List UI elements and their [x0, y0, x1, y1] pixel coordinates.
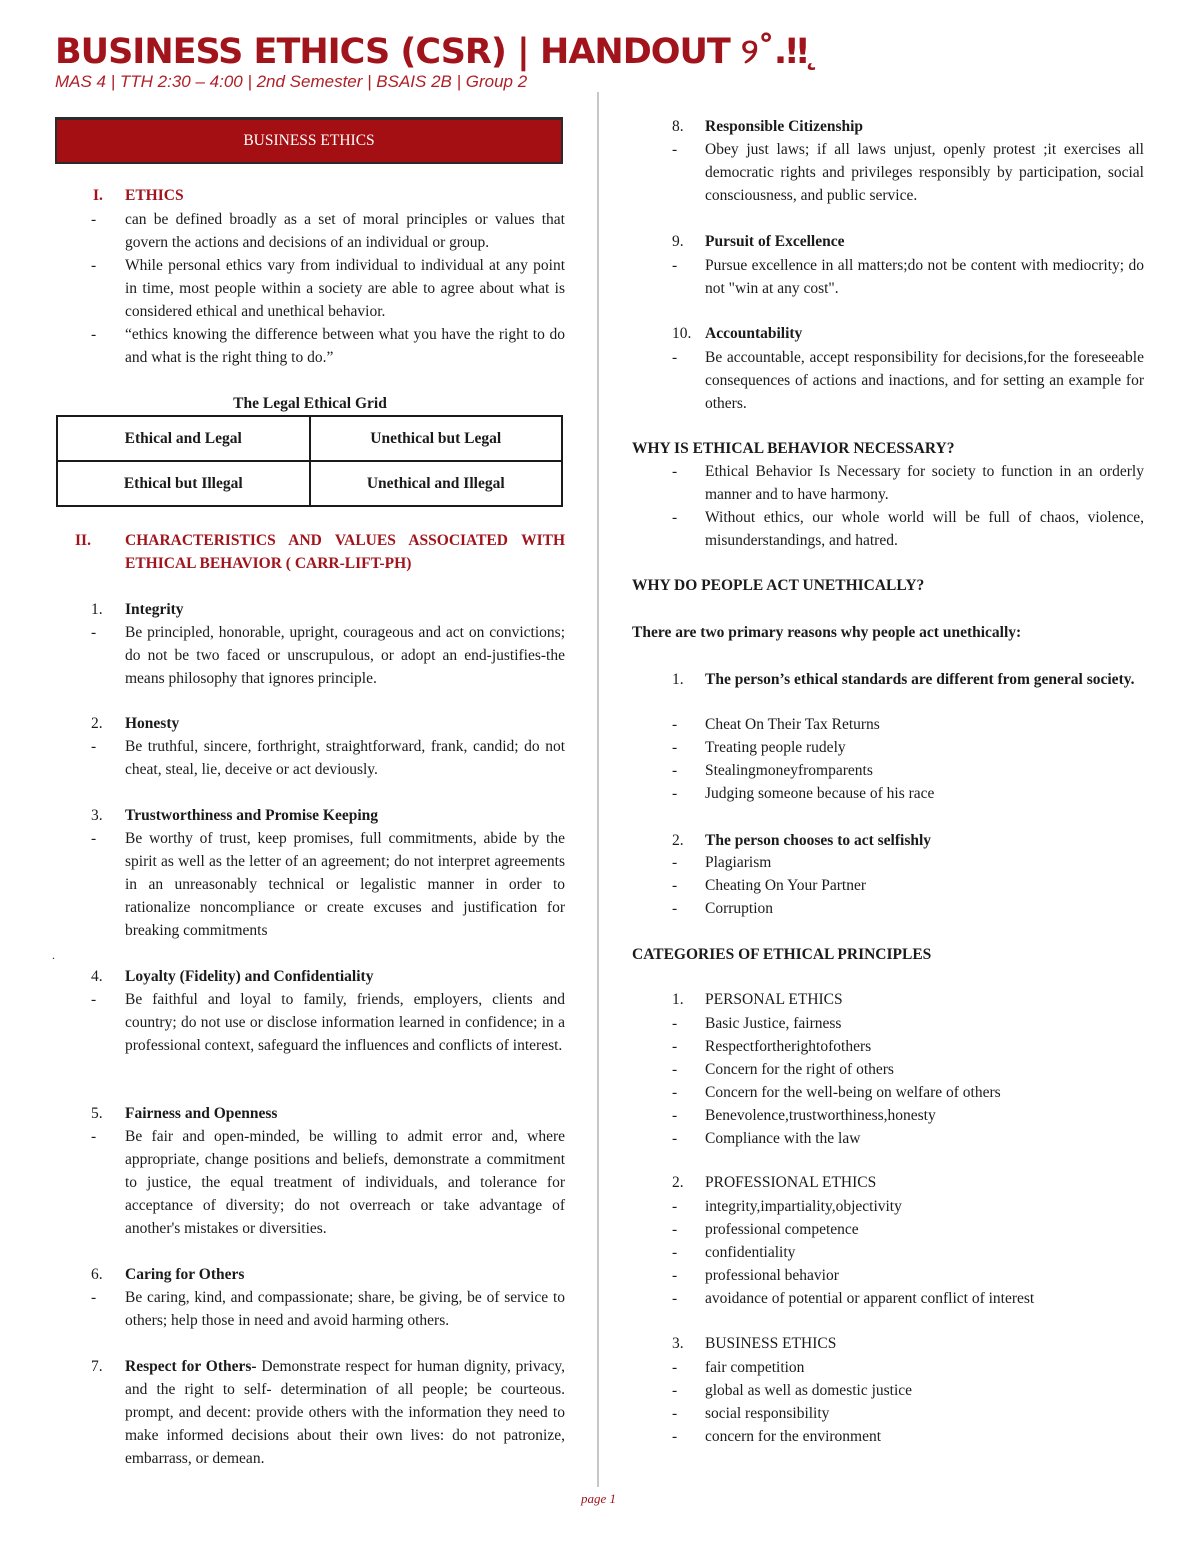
stray-mark: .: [52, 948, 55, 962]
reason-1-bullets: [632, 713, 1144, 805]
list-item: - Concern for the right of others: [672, 1061, 894, 1078]
list-item: - Respectfortherightofothers: [672, 1038, 872, 1055]
list-item: - avoidance of potential or apparent conflict of interest: [672, 1290, 1035, 1307]
list-item: - confidentiality: [672, 1244, 796, 1261]
value-item-7: 7. Respect for Others- Demonstrate respect for human dignity, privacy, and the right to self- determination of all people; be courteous. prompt, and decent: provide others with the information they need to make informed decisions about their own lives: do not patronize, embarrass, or demean.: [91, 1358, 565, 1467]
list-item: - Concern for the well-being on welfare of others: [672, 1084, 1001, 1101]
list-item: - “ethics knowing the difference between what you have the right to do and what is the right thing to do.”: [91, 326, 565, 366]
course-subtitle: MAS 4 | TTH 2:30 – 4:00 | 2nd Semester | BSAIS 2B | Group 2: [55, 72, 528, 91]
list-item: - fair competition: [672, 1359, 805, 1376]
list-item: - Compliance with the law: [672, 1130, 861, 1147]
reason-2-bullets: [632, 851, 1144, 920]
category-2-bullets: [632, 1195, 1144, 1310]
list-item: - Benevolence,trustworthiness,honesty: [672, 1107, 936, 1124]
list-item: - Ethical Behavior Is Necessary for society to function in an orderly manner and to have harmony.: [672, 463, 1144, 503]
value-desc: - Be accountable, accept responsibility for decisions,for the foreseeable consequences of actions and inactions, and for setting an example for others.: [672, 349, 1144, 412]
value-desc: - Be faithful and loyal to family, friends, employers, clients and country; do not use or disclose information learned in confidence; in a professional context, safeguard the influences and conflicts of interest.: [91, 991, 565, 1054]
value-desc: - Obey just laws; if all laws unjust, openly protest ;it exercises all democratic rights and privileges responsibly by participation, social consciousness, and public service.: [672, 141, 1144, 204]
section-1-title: ETHICS: [125, 187, 184, 204]
categories-heading: CATEGORIES OF ETHICAL PRINCIPLES: [632, 946, 932, 963]
list-item: - can be defined broadly as a set of moral principles or values that govern the actions and decisions of an individual or group.: [91, 211, 565, 251]
value-desc: - Pursue excellence in all matters;do not be content with mediocrity; do not "win at any cost".: [672, 257, 1144, 297]
value-desc: - Be truthful, sincere, forthright, straightforward, frank, candid; do not cheat, steal, lie, deceive or act deviously.: [91, 738, 565, 778]
grid-title: The Legal Ethical Grid: [233, 395, 387, 412]
section-2-number: II.: [75, 532, 91, 549]
list-item: - Basic Justice, fairness: [672, 1015, 842, 1032]
category-3-bullets: [632, 1356, 1144, 1448]
list-item: - Without ethics, our whole world will be full of chaos, violence, misunderstandings, and hatred.: [672, 509, 1144, 549]
list-item: - Cheating On Your Partner: [672, 877, 867, 894]
section-1-bullets: [55, 208, 565, 369]
list-item: - Judging someone because of his race: [672, 785, 935, 802]
category-1-bullets: [632, 1012, 1144, 1150]
why-necessary-bullets: [632, 460, 1144, 552]
list-item: - social responsibility: [672, 1405, 830, 1422]
list-item: - professional behavior: [672, 1267, 839, 1284]
column-divider: [597, 92, 599, 1487]
list-item: - Corruption: [672, 900, 774, 917]
legal-ethical-grid: [56, 415, 563, 507]
list-item: - While personal ethics vary from individual to individual at any point in time, most people within a society are able to agree about what is considered ethical and unethical behavior.: [91, 257, 565, 320]
section-1-number: I.: [93, 187, 103, 204]
page-title: BUSINESS ETHICS (CSR) | HANDOUT ୨˚.‼︎ ̨: [55, 32, 819, 72]
list-item: - integrity,impartiality,objectivity: [672, 1198, 902, 1215]
value-desc: - Be principled, honorable, upright, courageous and act on convictions; do not be two faced or unscrupulous, or adopt an end-justifies-the means philosophy that ignores principle.: [91, 624, 565, 687]
why-unethical-heading: WHY DO PEOPLE ACT UNETHICALLY?: [632, 577, 925, 594]
list-item: - Cheat On Their Tax Returns: [672, 716, 880, 733]
grid-cell: Ethical but Illegal: [57, 461, 310, 506]
list-item: - professional competence: [672, 1221, 859, 1238]
grid-cell: Unethical but Legal: [310, 416, 563, 461]
value-desc: - Be caring, kind, and compassionate; share, be giving, be of service to others; help those in need and avoid harming others.: [91, 1289, 565, 1329]
section-2-heading: [55, 529, 565, 575]
value-desc: - Be worthy of trust, keep promises, full commitments, abide by the spirit as well as the letter of an agreement; do not interpret agreements in an unreasonably technical or legalistic manner in order to rationalize noncompliance or create excuses and justification for breaking commitments: [91, 830, 565, 939]
page-number: page 1: [581, 1491, 617, 1506]
list-item: - concern for the environment: [672, 1428, 882, 1445]
why-necessary-heading: WHY IS ETHICAL BEHAVIOR NECESSARY?: [632, 440, 955, 457]
section-2-title: CHARACTERISTICS AND VALUES ASSOCIATED WITH ETHICAL BEHAVIOR ( CARR-LIFT-PH): [125, 532, 565, 572]
section-banner: BUSINESS ETHICS: [55, 117, 563, 164]
list-item: - Plagiarism: [672, 854, 772, 871]
grid-cell: Unethical and Illegal: [310, 461, 563, 506]
value-desc: - Be fair and open-minded, be willing to admit error and, where appropriate, change positions and beliefs, demonstrate a commitment to justice, the equal treatment of individuals, and tolerance for acceptance of diversity; do not overreach or take advantage of another's mistakes or diversities.: [91, 1128, 565, 1237]
grid-cell: Ethical and Legal: [57, 416, 310, 461]
list-item: - Stealingmoneyfromparents: [672, 762, 873, 779]
list-item: - Treating people rudely: [672, 739, 846, 756]
list-item: - global as well as domestic justice: [672, 1382, 913, 1399]
why-unethical-intro: There are two primary reasons why people act unethically:: [632, 624, 1022, 641]
